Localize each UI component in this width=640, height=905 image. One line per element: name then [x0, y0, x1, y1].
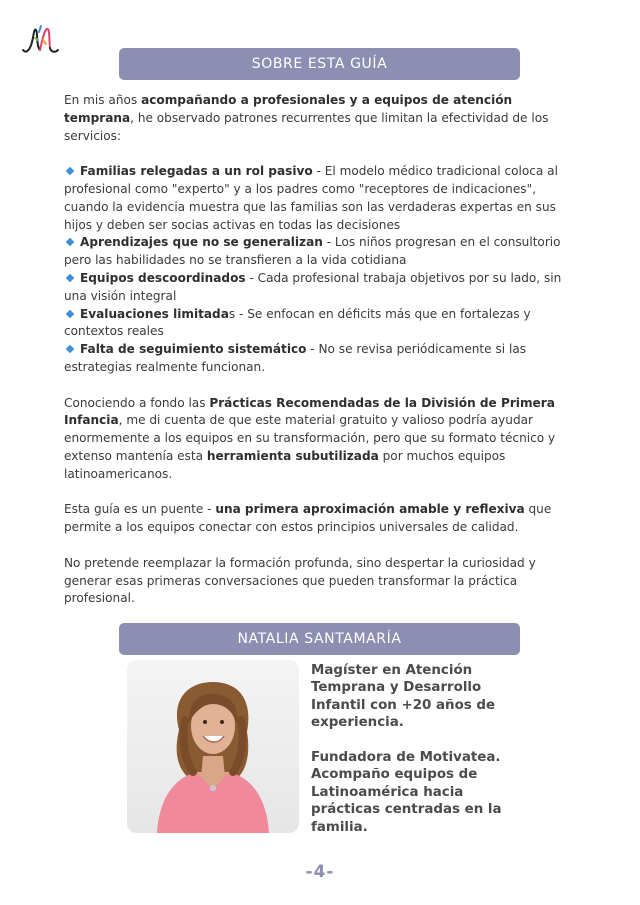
section-title-guide — [119, 48, 520, 80]
section-title-author — [119, 623, 520, 655]
intro-paragraph: En mis años acompañando a profesionales y a equipos de atención temprana, he observado patrones recurrentes que limitan la efectividad de los servicios: — [64, 93, 549, 143]
bridge-paragraph: Esta guía es un puente - una primera aproximación amable y reflexiva que permite a los equipos conectar con estos principios universales de calidad. — [64, 502, 552, 535]
diamond-bullet-icon — [66, 309, 74, 317]
diamond-bullet-icon — [66, 345, 74, 353]
page-number: -4- — [305, 862, 335, 882]
list-item: Aprendizajes que no se generalizan - Los niños progresan en el consultorio pero las habilidades no se transfieren a la vida cotidiana — [64, 235, 561, 268]
list-item: Familias relegadas a un rol pasivo - El modelo médico tradicional coloca al profesional como "experto" y a los padres como "receptores de indicaciones", cuando la evidencia muestra que las familias son las verdaderas expertas en sus hijos y deben ser socias activas en todas las decisiones — [64, 164, 558, 232]
practices-paragraph: Conociendo a fondo las Prácticas Recomendadas de la División de Primera Infancia, me di cuenta de que este material gratuito y valioso podría ayudar enormemente a los equipos en su transformación, pero que su formato técnico y extenso mantenía esta herramienta subutilizada por muchos equipos latinoamericanos. — [64, 395, 556, 481]
patterns-list — [64, 163, 572, 377]
diamond-bullet-icon — [66, 274, 74, 282]
diamond-bullet-icon — [66, 167, 74, 175]
author-founder: Fundadora de Motivatea. Acompaño equipos de Latinoamérica hacia prácticas centradas en la familia. — [311, 750, 502, 835]
author-credentials: Magíster en Atención Temprana y Desarrollo Infantil con +20 años de experiencia. — [311, 663, 496, 731]
purpose-paragraph: No pretende reemplazar la formación profunda, sino despertar la curiosidad y generar esas primeras conversaciones que pueden transformar la práctica profesional. — [64, 555, 536, 606]
guide-body — [64, 92, 572, 626]
list-item: Falta de seguimiento sistemático - No se revisa periódicamente si las estrategias realmente funcionan. — [64, 342, 527, 374]
motivatea-m-logo-icon — [20, 20, 64, 60]
author-photo — [127, 660, 299, 833]
list-item: Evaluaciones limitadas - Se enfocan en déficits más que en fortalezas y contextos reales — [64, 306, 531, 339]
section-title-guide-text: SOBRE ESTA GUÍA — [251, 56, 388, 72]
author-bio — [311, 662, 516, 853]
section-title-author-text: NATALIA SANTAMARÍA — [237, 631, 402, 647]
diamond-bullet-icon — [66, 238, 74, 246]
list-item: Equipos descoordinados - Cada profesional trabaja objetivos por su lado, sin una visión integral — [64, 270, 562, 303]
